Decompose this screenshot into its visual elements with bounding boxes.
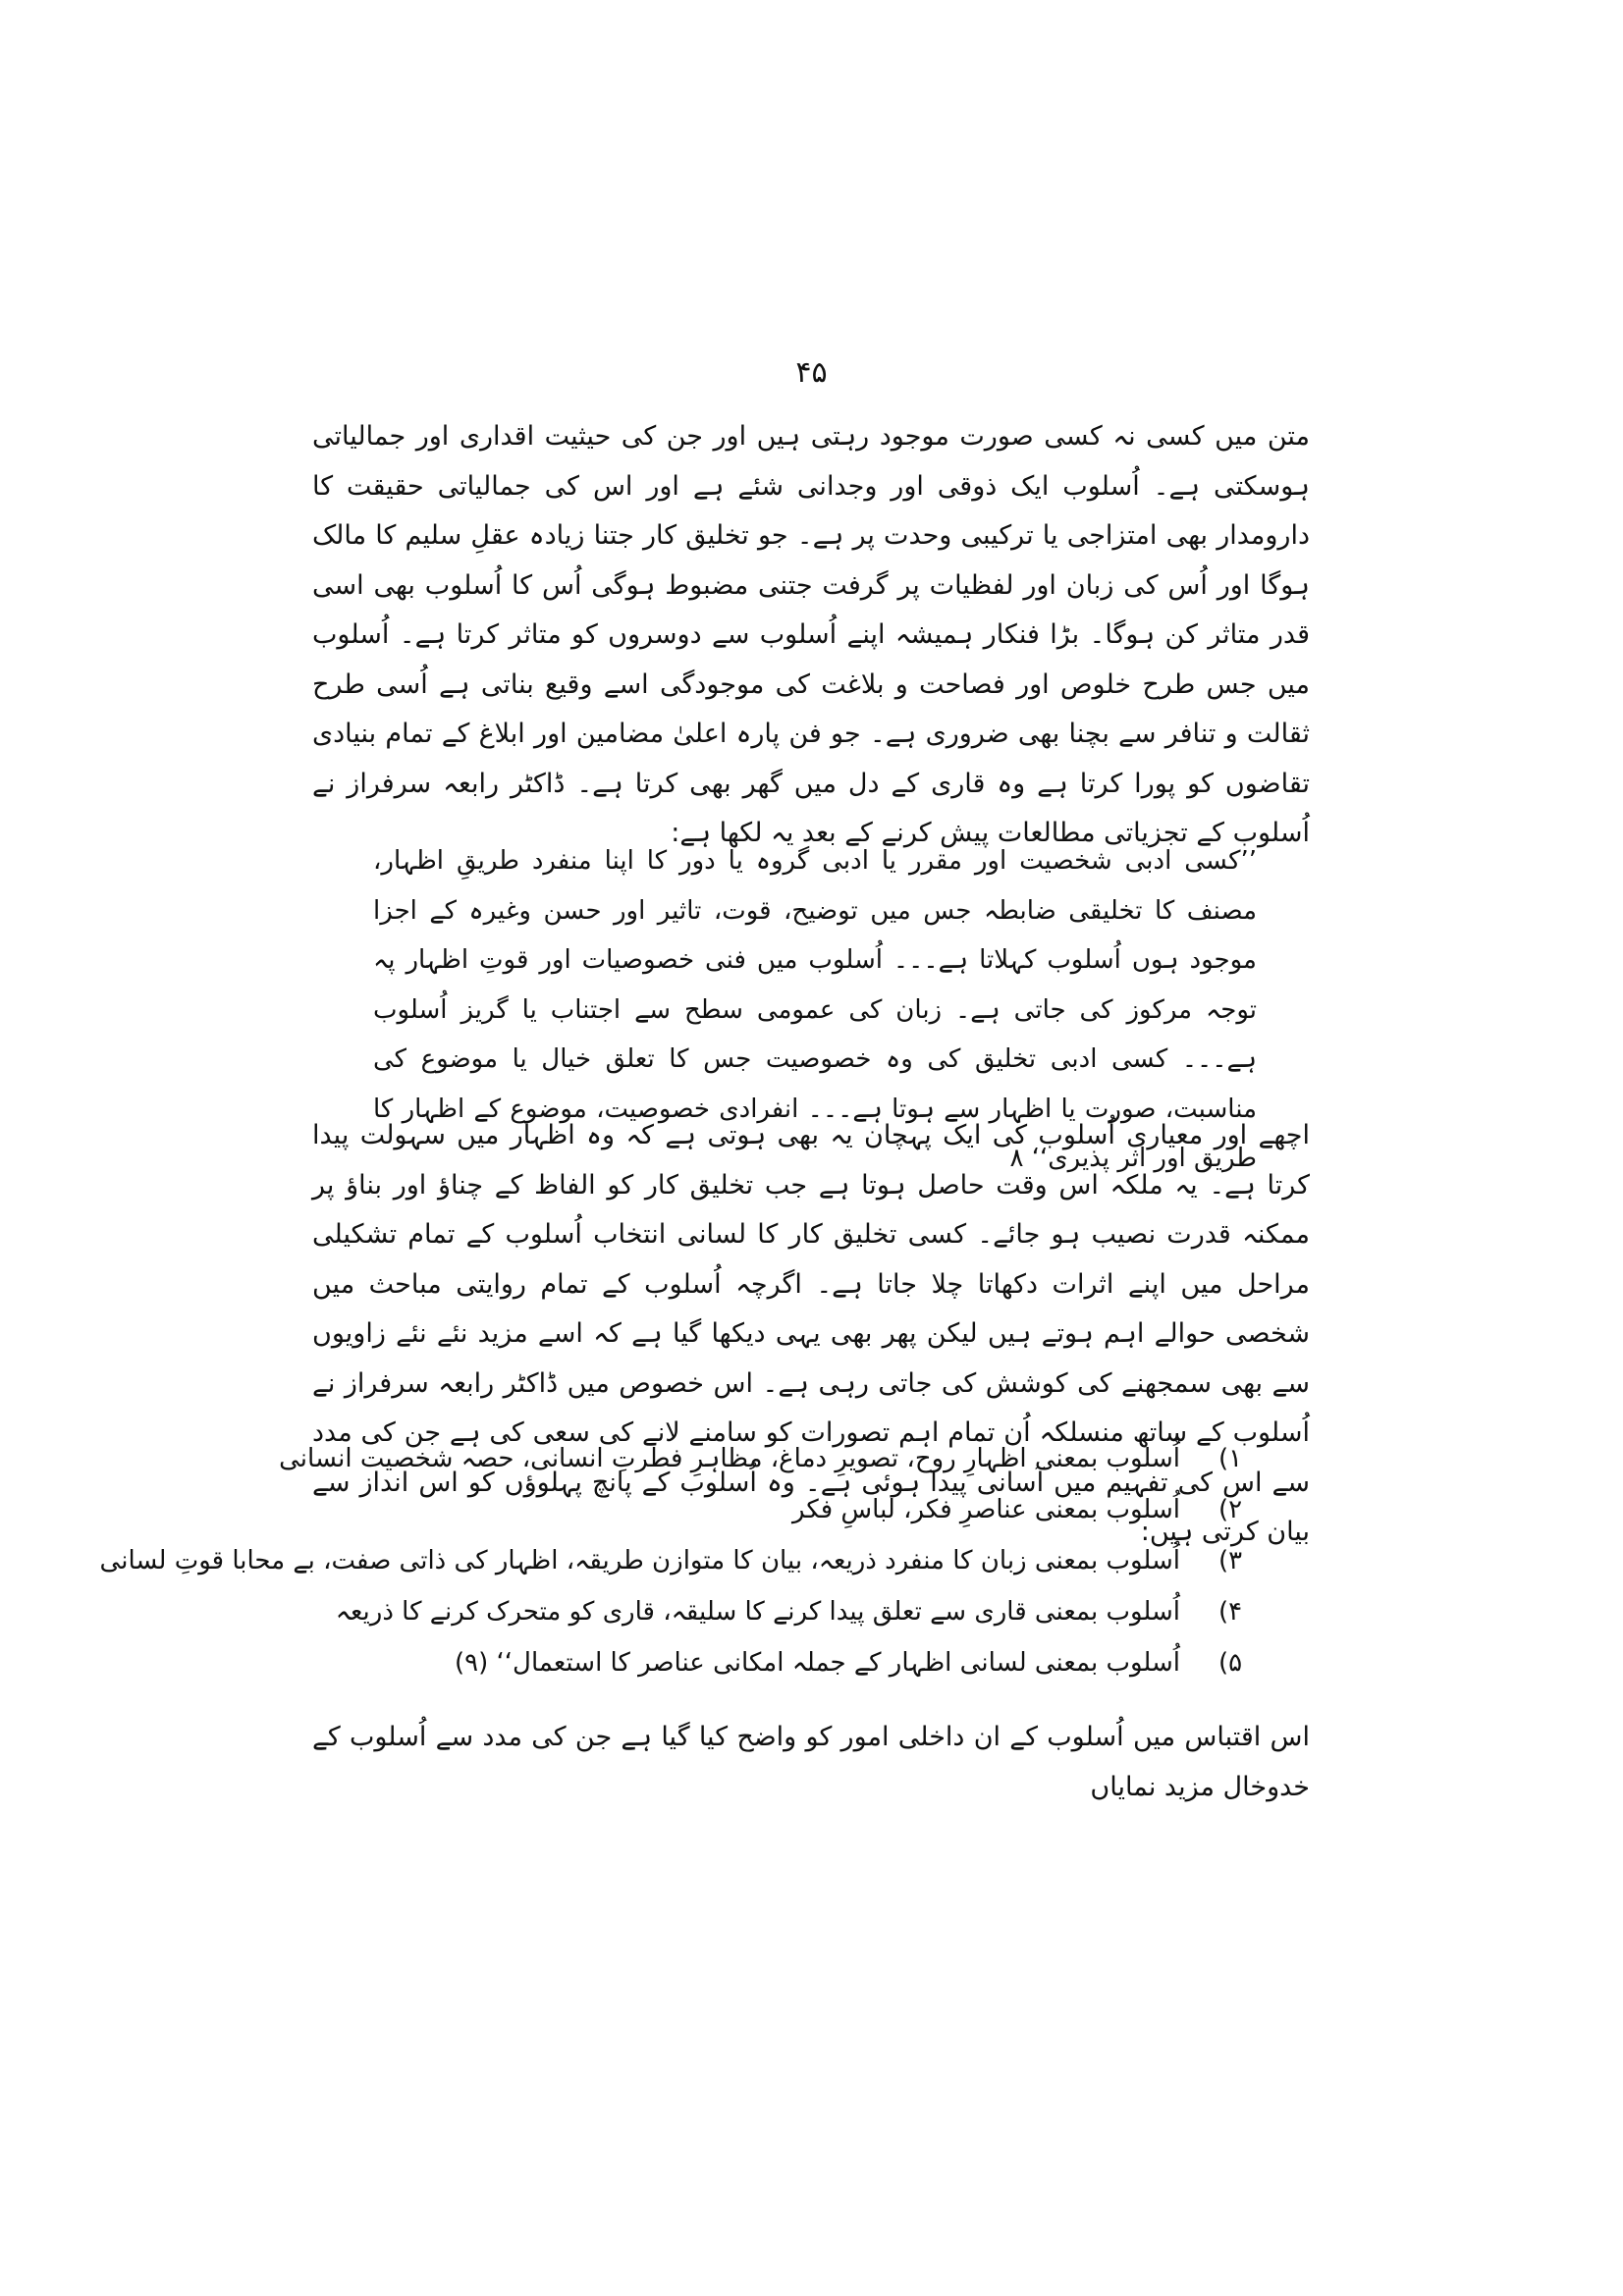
list-item-number: ۳) bbox=[1217, 1546, 1243, 1575]
list-item bbox=[373, 1484, 1257, 1535]
list-item-number: ۴) bbox=[1217, 1597, 1243, 1627]
body-paragraph-1: متن میں کسی نہ کسی صورت موجود رہتی ہیں اور جن کی حیثیت اقداری اور جمالیاتی ہوسکتی ہے۔ اُسلوب ایک ذوقی اور وجدانی شئے ہے اور اس کی جمالیاتی حقیقت کا دارومدار بھی امتزاجی یا ترکیبی وحدت پر ہے۔ جو تخلیق کار جتنا زیادہ عقلِ سلیم کا مالک ہوگا اور اُس کی زبان اور لفظیات پر گرفت جتنی مضبوط ہوگی اُس کا اُسلوب بھی اسی قدر متاثر کن ہوگا۔ بڑا فنکار ہمیشہ اپنے اُسلوب سے دوسروں کو متاثر کرتا ہے۔ اُسلوب میں جس طرح خلوص اور فصاحت و بلاغت کی موجودگی اسے وقیع بناتی ہے اُسی طرح ثقالت و تنافر سے بچنا بھی ضروری ہے۔ جو فن پارہ اعلیٰ مضامین اور ابلاغ کے تمام بنیادی تقاضوں کو پورا کرتا ہے وہ قاری کے دل میں گھر بھی کرتا ہے۔ ڈاکٹر رابعہ سرفراز نے اُسلوب کے تجزیاتی مطالعات پیش کرنے کے بعد یہ لکھا ہے: bbox=[312, 421, 1310, 848]
list-item-text: اُسلوب بمعنی اظہارِ روح، تصویرِ دماغ، مظاہرِ فطرتِ انسانی، حصہ شخصیت انسانی bbox=[279, 1444, 1180, 1473]
body-paragraph-3: اس اقتباس میں اُسلوب کے ان داخلی امور کو واضح کیا گیا ہے جن کی مدد سے اُسلوب کے خدوخال مزید نمایاں bbox=[312, 1722, 1310, 1802]
list-item bbox=[99, 1535, 1257, 1586]
body-paragraph-2: اچھے اور معیاری اُسلوب کی ایک پہچان یہ بھی ہوتی ہے کہ وہ اظہار میں سہولت پیدا کرتا ہے۔ یہ ملکہ اس وقت حاصل ہوتا ہے جب تخلیق کار کو الفاظ کے چناؤ اور بناؤ پر ممکنہ قدرت نصیب ہو جائے۔ کسی تخلیق کار کا لسانی انتخاب اُسلوب کے تمام تشکیلی مراحل میں اپنے اثرات دکھاتا چلا جاتا ہے۔ اگرچہ اُسلوب کے تمام روایتی مباحث میں شخصی حوالے اہم ہوتے ہیں لیکن پھر بھی یہی دیکھا گیا ہے کہ اسے مزید نئے نئے زاویوں سے بھی سمجھنے کی کوشش کی جاتی رہی ہے۔ اس خصوص میں ڈاکٹر رابعہ سرفراز نے اُسلوب کے ساتھ منسلکہ اُن تمام اہم تصورات کو سامنے لانے کی سعی کی ہے جن کی مدد سے اس کی تفہیم میں آسانی پیدا ہوئی ہے۔ وہ اُسلوب کے پانچ پہلوؤں کو اس انداز سے بیان کرتی ہیں: bbox=[312, 1120, 1310, 1547]
list-item-number: ۵) bbox=[1217, 1648, 1243, 1678]
list-item-text: اُسلوب بمعنی لسانی اظہار کے جملہ امکانی عناصر کا استعمال‘‘ (۹) bbox=[454, 1648, 1180, 1678]
numbered-list bbox=[99, 1433, 1257, 1688]
page-number: ۴۵ bbox=[795, 355, 828, 390]
list-item bbox=[335, 1586, 1257, 1637]
list-item-number: ۱) bbox=[1217, 1444, 1243, 1473]
block-quote: ’’کسی ادبی شخصیت اور مقرر یا ادبی گروہ یا دور کا اپنا منفرد طریقِ اظہار، مصنف کا تخلیقی ضابطہ جس میں توضیح، قوت، تاثیر اور حسن وغیرہ کے اجزا موجود ہوں اُسلوب کہلاتا ہے۔۔۔ اُسلوب میں فنی خصوصیات اور قوتِ اظہار پہ توجہ مرکوز کی جاتی ہے۔ زبان کی عمومی سطح سے اجتناب یا گریز اُسلوب ہے۔۔۔ کسی ادبی تخلیق کی وہ خصوصیت جس کا تعلق خیال یا موضوع کی مناسبت، صورت یا اظہار سے ہوتا ہے۔۔۔ انفرادی خصوصیت، موضوع کے اظہار کا طریق اور اثر پذیری‘‘ ۸ bbox=[373, 846, 1257, 1173]
list-item bbox=[279, 1433, 1257, 1484]
list-item-text: اُسلوب بمعنی عناصرِ فکر، لباسِ فکر bbox=[792, 1495, 1180, 1524]
list-item-number: ۲) bbox=[1217, 1495, 1243, 1524]
list-item-text: اُسلوب بمعنی زبان کا منفرد ذریعہ، بیان کا متوازن طریقہ، اظہار کی ذاتی صفت، بے محابا قوتِ لسانی bbox=[99, 1546, 1180, 1575]
list-item-text: اُسلوب بمعنی قاری سے تعلق پیدا کرنے کا سلیقہ، قاری کو متحرک کرنے کا ذریعہ bbox=[335, 1597, 1180, 1627]
list-item bbox=[373, 1637, 1257, 1688]
